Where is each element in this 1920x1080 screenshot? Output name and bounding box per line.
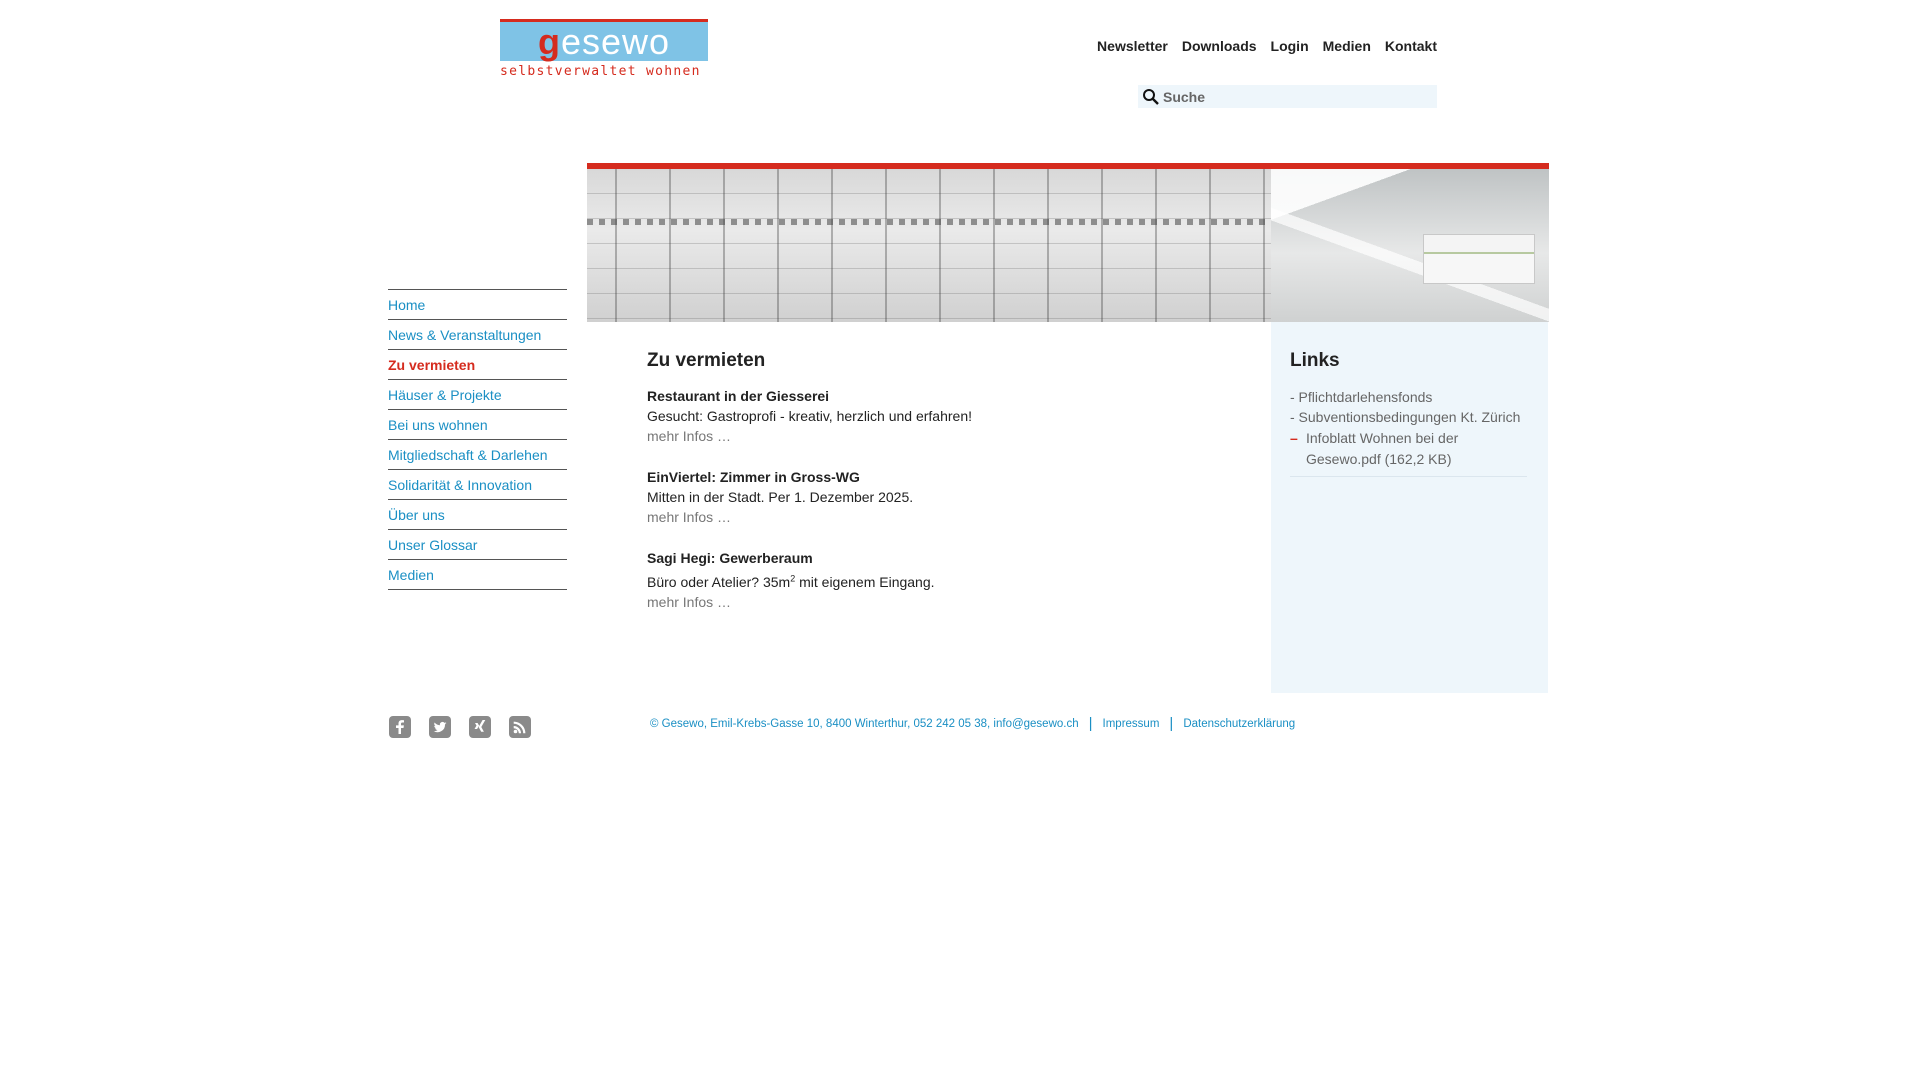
listing-title: EinViertel: Zimmer in Gross-WG	[647, 469, 860, 485]
footer-impressum-link[interactable]: Impressum	[1102, 717, 1160, 730]
footer-separator: |	[1088, 715, 1093, 732]
sidebar-item-glossar[interactable]: Unser Glossar	[388, 530, 567, 560]
file-bullet: –	[1290, 430, 1298, 446]
banner-floorplan-image	[587, 169, 1271, 322]
twitter-icon[interactable]	[428, 715, 452, 739]
logo-word-rest: esewo	[560, 20, 671, 62]
topnav-newsletter[interactable]: Newsletter	[1097, 38, 1168, 54]
listing-description-text: Büro oder Atelier? 35m	[647, 574, 791, 590]
page-title: Zu vermieten	[647, 350, 766, 371]
footer-datenschutz-link[interactable]: Datenschutzerklärung	[1183, 717, 1296, 730]
listing-item	[647, 386, 1247, 446]
listing-more-link[interactable]: mehr Infos …	[647, 509, 732, 525]
search-icon[interactable]	[1142, 88, 1160, 106]
sidebar-item-home[interactable]: Home	[388, 290, 567, 320]
links-sidebar	[1271, 322, 1548, 693]
sidebar-item-haeuser-projekte[interactable]: Häuser & Projekte	[388, 380, 567, 410]
search-box	[1138, 85, 1437, 108]
footer-separator: |	[1169, 715, 1174, 732]
listing-description: Mitten in der Stadt. Per 1. Dezember 2025.	[647, 489, 914, 505]
social-icons	[388, 715, 532, 739]
link-subventionsbedingungen[interactable]: - Subventionsbedingungen Kt. Zürich	[1290, 409, 1521, 425]
rss-icon[interactable]	[508, 715, 532, 739]
listing-description-text-end: mit eigenem Eingang.	[795, 574, 935, 590]
sidebar-item-mitgliedschaft[interactable]: Mitgliedschaft & Darlehen	[388, 440, 567, 470]
sidebar-item-zu-vermieten[interactable]: Zu vermieten	[388, 350, 567, 380]
topnav-medien[interactable]: Medien	[1322, 38, 1371, 54]
facebook-icon[interactable]	[388, 715, 412, 739]
listing-description	[647, 572, 1247, 592]
listing-item	[647, 548, 1247, 612]
topnav-login[interactable]: Login	[1270, 38, 1309, 54]
top-navigation	[1083, 38, 1437, 54]
listing-item	[647, 467, 1247, 527]
download-file-item	[1290, 424, 1527, 477]
listing-description: Gesucht: Gastroprofi - kreativ, herzlich und erfahren!	[647, 408, 972, 424]
listing-more-link[interactable]: mehr Infos …	[647, 594, 732, 610]
xing-icon[interactable]	[468, 715, 492, 739]
sidebar-item-bei-uns-wohnen[interactable]: Bei uns wohnen	[388, 410, 567, 440]
banner-attic-room-image	[1271, 169, 1549, 322]
site-footer	[650, 715, 1295, 732]
topnav-downloads[interactable]: Downloads	[1181, 38, 1257, 54]
search-input[interactable]	[1160, 89, 1428, 105]
logo-letter-g: g	[537, 20, 561, 62]
download-infoblatt-link[interactable]: Infoblatt Wohnen bei der Gesewo.pdf (162,2 KB)	[1306, 430, 1459, 467]
header-banner	[587, 163, 1549, 322]
site-logo[interactable]	[500, 19, 708, 79]
links-heading: Links	[1290, 350, 1340, 371]
listing-more-link[interactable]: mehr Infos …	[647, 428, 732, 444]
listing-title: Sagi Hegi: Gewerberaum	[647, 550, 813, 566]
link-pflichtdarlehensfonds[interactable]: - Pflichtdarlehensfonds	[1290, 389, 1433, 405]
logo-tagline: selbstverwaltet wohnen	[500, 64, 701, 79]
sidebar-item-solidaritaet[interactable]: Solidarität & Innovation	[388, 470, 567, 500]
main-content	[647, 350, 1247, 633]
sidebar-navigation	[388, 289, 567, 590]
logo-wordmark	[500, 19, 708, 61]
links-list	[1290, 387, 1520, 427]
sidebar-item-medien[interactable]: Medien	[388, 560, 567, 590]
listing-title: Restaurant in der Giesserei	[647, 388, 830, 404]
sidebar-item-news[interactable]: News & Veranstaltungen	[388, 320, 567, 350]
superscript-2: 2	[790, 573, 796, 584]
footer-copyright-contact[interactable]: © Gesewo, Emil-Krebs-Gasse 10, 8400 Winterthur, 052 242 05 38, info@gesewo.ch	[650, 717, 1079, 730]
sidebar-item-ueber-uns[interactable]: Über uns	[388, 500, 567, 530]
topnav-kontakt[interactable]: Kontakt	[1384, 38, 1437, 54]
